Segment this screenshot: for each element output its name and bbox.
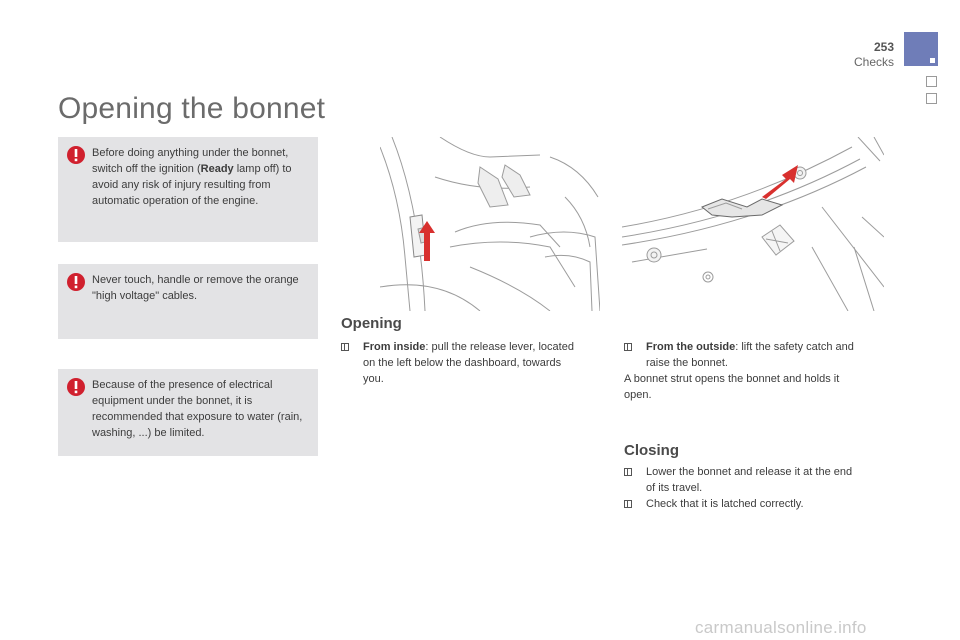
opening-outside-item xyxy=(624,339,894,371)
closing-check-text: Check that it is latched correctly. xyxy=(646,498,804,510)
tab-square-icon xyxy=(926,76,937,87)
bullet-checkbox-icon xyxy=(341,343,349,351)
pull-arrow-icon xyxy=(418,219,436,263)
bonnet-strut-text: A bonnet strut opens the bonnet and holds it open. xyxy=(624,373,840,401)
warning-icon xyxy=(66,272,86,292)
warning-box-ignition xyxy=(58,137,318,242)
illustration-safety-catch xyxy=(622,137,884,311)
section-tab xyxy=(904,32,938,66)
section-name: Checks xyxy=(853,55,894,69)
closing-item-check xyxy=(624,496,894,512)
page-number: 253 xyxy=(873,40,894,54)
opening-outside-text: From the outside: lift the safety catch and raise the bonnet. xyxy=(646,341,854,369)
closing-item-lower xyxy=(624,464,894,496)
warning-text-high-voltage: Never touch, handle or remove the orange "high voltage" cables. xyxy=(92,274,299,302)
warning-box-high-voltage xyxy=(58,264,318,339)
warning-box-water xyxy=(58,369,318,456)
lift-arrow-icon xyxy=(760,161,802,201)
interior-lever-drawing xyxy=(380,137,600,311)
safety-catch-drawing xyxy=(622,137,884,311)
opening-inside-item xyxy=(341,339,606,387)
opening-inside-text: From inside: pull the release lever, located on the left below the dashboard, towards you. xyxy=(363,341,574,385)
closing-heading: Closing xyxy=(624,442,679,459)
warning-icon xyxy=(66,377,86,397)
bullet-checkbox-icon xyxy=(624,343,632,351)
bullet-checkbox-icon xyxy=(624,468,632,476)
page-title: Opening the bonnet xyxy=(58,92,326,125)
tab-square-icon xyxy=(926,93,937,104)
watermark: carmanualsonline.info xyxy=(695,618,867,637)
warning-icon xyxy=(66,145,86,165)
opening-heading: Opening xyxy=(341,315,402,332)
closing-lower-text: Lower the bonnet and release it at the end of its travel. xyxy=(646,466,853,494)
bullet-checkbox-icon xyxy=(624,500,632,508)
illustration-interior-lever xyxy=(380,137,600,311)
tab-dot xyxy=(930,58,935,63)
warning-text-water: Because of the presence of electrical equipment under the bonnet, it is recommended that exposure to water (rain, washing, ...) be limited. xyxy=(92,379,303,439)
warning-text-ignition: Before doing anything under the bonnet, switch off the ignition (Ready lamp off) to avoid any risk of injury resulting from automatic operation of the engine. xyxy=(92,147,292,207)
